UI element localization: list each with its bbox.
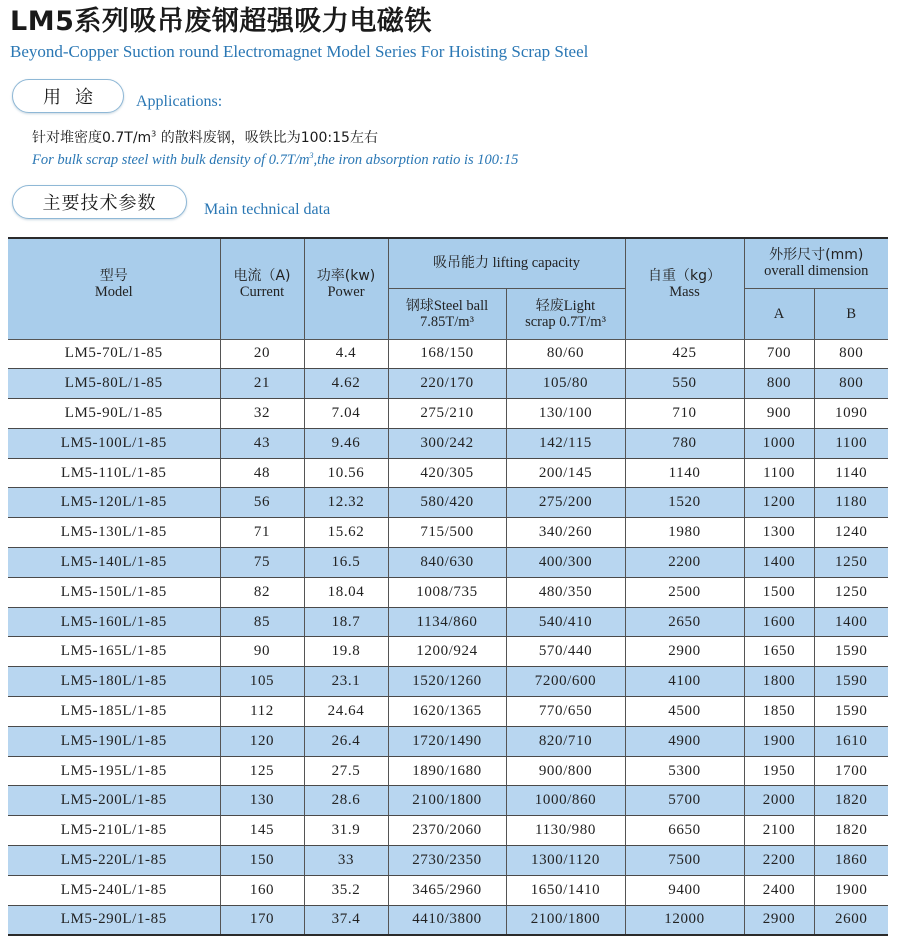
header-dim-a: A: [744, 288, 814, 339]
table-row: [8, 756, 888, 786]
cell-steel-ball: 1720/1490: [388, 726, 506, 756]
cell-power: 19.8: [304, 637, 388, 667]
cell-a: 1300: [744, 518, 814, 548]
cell-a: 2400: [744, 875, 814, 905]
cell-model: LM5-100L/1-85: [8, 428, 220, 458]
cell-current: 90: [220, 637, 304, 667]
cell-mass: 5300: [625, 756, 744, 786]
cell-light-scrap: 142/115: [506, 428, 625, 458]
cell-light-scrap: 1300/1120: [506, 846, 625, 876]
cell-power: 15.62: [304, 518, 388, 548]
cell-steel-ball: 580/420: [388, 488, 506, 518]
cell-model: LM5-150L/1-85: [8, 577, 220, 607]
cell-model: LM5-90L/1-85: [8, 399, 220, 429]
cell-a: 1100: [744, 458, 814, 488]
cell-current: 150: [220, 846, 304, 876]
cell-b: 1820: [814, 816, 888, 846]
cell-b: 1240: [814, 518, 888, 548]
cell-b: 1700: [814, 756, 888, 786]
header-mass-en: Mass: [669, 283, 700, 300]
cell-a: 1800: [744, 667, 814, 697]
cell-a: 1900: [744, 726, 814, 756]
cell-light-scrap: 570/440: [506, 637, 625, 667]
cell-model: LM5-70L/1-85: [8, 339, 220, 369]
header-current-en: Current: [239, 283, 285, 300]
cell-light-scrap: 900/800: [506, 756, 625, 786]
header-model: [8, 238, 220, 339]
cell-power: 12.32: [304, 488, 388, 518]
cell-mass: 1520: [625, 488, 744, 518]
cell-b: 1100: [814, 428, 888, 458]
header-overall-dimension: [744, 238, 888, 288]
cell-power: 37.4: [304, 905, 388, 935]
cell-model: LM5-110L/1-85: [8, 458, 220, 488]
cell-current: 130: [220, 786, 304, 816]
header-dimension-cn: 外形尺寸(mm): [769, 247, 864, 264]
cell-steel-ball: 275/210: [388, 399, 506, 429]
cell-b: 1090: [814, 399, 888, 429]
cell-b: 1250: [814, 548, 888, 578]
header-steel-ball-en: Steel ball: [433, 297, 489, 314]
page-subtitle: Beyond-Copper Suction round Electromagnet Model Series For Hoisting Scrap Steel: [10, 42, 589, 61]
cell-mass: 12000: [625, 905, 744, 935]
desc-cn-superscript: 3: [151, 129, 157, 139]
header-model-en: Model: [94, 283, 133, 300]
applications-description-cn: [32, 127, 378, 147]
table-row: [8, 488, 888, 518]
cell-light-scrap: 770/650: [506, 697, 625, 727]
cell-light-scrap: 200/145: [506, 458, 625, 488]
cell-steel-ball: 3465/2960: [388, 875, 506, 905]
cell-mass: 2500: [625, 577, 744, 607]
table-body: [8, 339, 888, 935]
table-row: [8, 369, 888, 399]
table-row: [8, 875, 888, 905]
cell-steel-ball: 1200/924: [388, 637, 506, 667]
cell-power: 4.62: [304, 369, 388, 399]
cell-light-scrap: 105/80: [506, 369, 625, 399]
cell-steel-ball: 1620/1365: [388, 697, 506, 727]
cell-model: LM5-195L/1-85: [8, 756, 220, 786]
cell-mass: 425: [625, 339, 744, 369]
cell-current: 20: [220, 339, 304, 369]
cell-mass: 710: [625, 399, 744, 429]
header-steel-ball: [388, 288, 506, 339]
cell-steel-ball: 1520/1260: [388, 667, 506, 697]
header-light-scrap: [506, 288, 625, 339]
cell-mass: 4500: [625, 697, 744, 727]
cell-light-scrap: 1000/860: [506, 786, 625, 816]
cell-steel-ball: 2730/2350: [388, 846, 506, 876]
applications-section-label: 用途: [12, 79, 124, 113]
technical-data-table: [8, 237, 888, 936]
cell-mass: 6650: [625, 816, 744, 846]
cell-steel-ball: 168/150: [388, 339, 506, 369]
table-row: [8, 667, 888, 697]
table-row: [8, 697, 888, 727]
cell-current: 21: [220, 369, 304, 399]
cell-b: 1900: [814, 875, 888, 905]
cell-current: 32: [220, 399, 304, 429]
cell-light-scrap: 2100/1800: [506, 905, 625, 935]
cell-model: LM5-210L/1-85: [8, 816, 220, 846]
header-power-en: Power: [327, 283, 365, 300]
header-mass: [625, 238, 744, 339]
table-row: [8, 726, 888, 756]
cell-light-scrap: 275/200: [506, 488, 625, 518]
cell-current: 71: [220, 518, 304, 548]
table-row: [8, 428, 888, 458]
cell-power: 31.9: [304, 816, 388, 846]
cell-b: 800: [814, 369, 888, 399]
cell-model: LM5-130L/1-85: [8, 518, 220, 548]
applications-description-en: [32, 151, 518, 169]
cell-steel-ball: 300/242: [388, 428, 506, 458]
cell-power: 26.4: [304, 726, 388, 756]
cell-a: 1200: [744, 488, 814, 518]
cell-model: LM5-220L/1-85: [8, 846, 220, 876]
header-current: [220, 238, 304, 339]
cell-current: 120: [220, 726, 304, 756]
cell-b: 1180: [814, 488, 888, 518]
cell-steel-ball: 420/305: [388, 458, 506, 488]
table-row: [8, 816, 888, 846]
cell-current: 75: [220, 548, 304, 578]
cell-b: 1610: [814, 726, 888, 756]
cell-b: 1860: [814, 846, 888, 876]
header-current-cn: 电流（A): [233, 267, 291, 284]
cell-a: 1850: [744, 697, 814, 727]
cell-b: 1590: [814, 697, 888, 727]
cell-mass: 2900: [625, 637, 744, 667]
table-row: [8, 458, 888, 488]
cell-power: 16.5: [304, 548, 388, 578]
cell-mass: 1140: [625, 458, 744, 488]
cell-a: 1500: [744, 577, 814, 607]
header-lifting-cn: 吸吊能力: [433, 255, 489, 272]
cell-b: 2600: [814, 905, 888, 935]
table-row: [8, 637, 888, 667]
header-dim-b: B: [814, 288, 888, 339]
cell-power: 7.04: [304, 399, 388, 429]
cell-b: 1400: [814, 607, 888, 637]
cell-steel-ball: 2370/2060: [388, 816, 506, 846]
cell-steel-ball: 4410/3800: [388, 905, 506, 935]
cell-light-scrap: 540/410: [506, 607, 625, 637]
cell-mass: 2200: [625, 548, 744, 578]
header-steel-ball-cn: 钢球: [405, 297, 434, 314]
cell-power: 10.56: [304, 458, 388, 488]
table-row: [8, 399, 888, 429]
header-steel-ball-density: 7.85T/m³: [420, 313, 474, 330]
header-lifting-en: lifting capacity: [492, 255, 580, 272]
cell-a: 1650: [744, 637, 814, 667]
header-light-scrap-density: scrap 0.7T/m³: [525, 313, 606, 330]
cell-light-scrap: 7200/600: [506, 667, 625, 697]
desc-cn-text-rest: 的散料废钢，吸铁比为100:15左右: [156, 130, 378, 146]
cell-a: 1400: [744, 548, 814, 578]
cell-a: 2200: [744, 846, 814, 876]
cell-steel-ball: 2100/1800: [388, 786, 506, 816]
cell-b: 1590: [814, 637, 888, 667]
cell-power: 4.4: [304, 339, 388, 369]
table-row: [8, 518, 888, 548]
cell-mass: 780: [625, 428, 744, 458]
header-model-cn: 型号: [99, 267, 128, 284]
cell-mass: 2650: [625, 607, 744, 637]
page-title: LM5系列吸吊废钢超强吸力电磁铁: [10, 6, 432, 37]
cell-b: 1820: [814, 786, 888, 816]
cell-a: 800: [744, 369, 814, 399]
cell-power: 28.6: [304, 786, 388, 816]
cell-mass: 5700: [625, 786, 744, 816]
header-light-scrap-en: Light: [563, 297, 596, 314]
cell-b: 1250: [814, 577, 888, 607]
cell-power: 33: [304, 846, 388, 876]
desc-cn-text: 针对堆密度0.7T/m: [32, 130, 152, 146]
cell-light-scrap: 1130/980: [506, 816, 625, 846]
cell-model: LM5-80L/1-85: [8, 369, 220, 399]
cell-a: 2100: [744, 816, 814, 846]
applications-label-en: Applications:: [136, 93, 223, 110]
cell-power: 35.2: [304, 875, 388, 905]
header-power: [304, 238, 388, 339]
cell-model: LM5-240L/1-85: [8, 875, 220, 905]
cell-power: 18.7: [304, 607, 388, 637]
cell-mass: 7500: [625, 846, 744, 876]
cell-light-scrap: 340/260: [506, 518, 625, 548]
cell-light-scrap: 820/710: [506, 726, 625, 756]
cell-b: 1590: [814, 667, 888, 697]
cell-steel-ball: 840/630: [388, 548, 506, 578]
cell-mass: 4900: [625, 726, 744, 756]
cell-model: LM5-165L/1-85: [8, 637, 220, 667]
cell-light-scrap: 480/350: [506, 577, 625, 607]
cell-current: 85: [220, 607, 304, 637]
desc-en-text-rest: ,the iron absorption ratio is 100:15: [313, 151, 519, 168]
cell-power: 9.46: [304, 428, 388, 458]
cell-mass: 4100: [625, 667, 744, 697]
cell-current: 160: [220, 875, 304, 905]
cell-current: 43: [220, 428, 304, 458]
table-row: [8, 607, 888, 637]
cell-b: 800: [814, 339, 888, 369]
cell-current: 145: [220, 816, 304, 846]
table-row: [8, 577, 888, 607]
cell-b: 1140: [814, 458, 888, 488]
table-row: [8, 548, 888, 578]
cell-power: 23.1: [304, 667, 388, 697]
main-data-section-label: 主要技术参数: [12, 185, 187, 219]
cell-a: 700: [744, 339, 814, 369]
table-row: [8, 339, 888, 369]
cell-mass: 550: [625, 369, 744, 399]
cell-model: LM5-180L/1-85: [8, 667, 220, 697]
cell-model: LM5-160L/1-85: [8, 607, 220, 637]
cell-a: 1600: [744, 607, 814, 637]
cell-light-scrap: 80/60: [506, 339, 625, 369]
cell-model: LM5-185L/1-85: [8, 697, 220, 727]
cell-model: LM5-140L/1-85: [8, 548, 220, 578]
cell-power: 27.5: [304, 756, 388, 786]
table-row: [8, 846, 888, 876]
header-power-cn: 功率(kw): [316, 267, 376, 284]
cell-current: 48: [220, 458, 304, 488]
cell-steel-ball: 1134/860: [388, 607, 506, 637]
header-light-scrap-cn: 轻废: [535, 297, 564, 314]
cell-model: LM5-200L/1-85: [8, 786, 220, 816]
cell-current: 170: [220, 905, 304, 935]
cell-power: 24.64: [304, 697, 388, 727]
cell-mass: 9400: [625, 875, 744, 905]
cell-current: 112: [220, 697, 304, 727]
cell-current: 56: [220, 488, 304, 518]
cell-model: LM5-190L/1-85: [8, 726, 220, 756]
header-lifting-capacity: [388, 238, 625, 288]
cell-current: 125: [220, 756, 304, 786]
cell-steel-ball: 1890/1680: [388, 756, 506, 786]
cell-a: 2000: [744, 786, 814, 816]
table-row: [8, 905, 888, 935]
cell-power: 18.04: [304, 577, 388, 607]
cell-steel-ball: 220/170: [388, 369, 506, 399]
cell-current: 105: [220, 667, 304, 697]
cell-a: 2900: [744, 905, 814, 935]
cell-steel-ball: 715/500: [388, 518, 506, 548]
cell-light-scrap: 130/100: [506, 399, 625, 429]
cell-light-scrap: 1650/1410: [506, 875, 625, 905]
table-row: [8, 786, 888, 816]
main-data-label-en: Main technical data: [204, 201, 331, 218]
desc-en-text: For bulk scrap steel with bulk density of 0.7T/m: [32, 151, 310, 168]
header-dimension-en: overall dimension: [764, 263, 869, 280]
cell-a: 1000: [744, 428, 814, 458]
desc-en-superscript: 3: [309, 151, 314, 160]
cell-light-scrap: 400/300: [506, 548, 625, 578]
header-mass-cn: 自重（kg）: [648, 267, 721, 284]
cell-a: 1950: [744, 756, 814, 786]
cell-mass: 1980: [625, 518, 744, 548]
cell-model: LM5-290L/1-85: [8, 905, 220, 935]
cell-current: 82: [220, 577, 304, 607]
cell-steel-ball: 1008/735: [388, 577, 506, 607]
cell-model: LM5-120L/1-85: [8, 488, 220, 518]
cell-a: 900: [744, 399, 814, 429]
